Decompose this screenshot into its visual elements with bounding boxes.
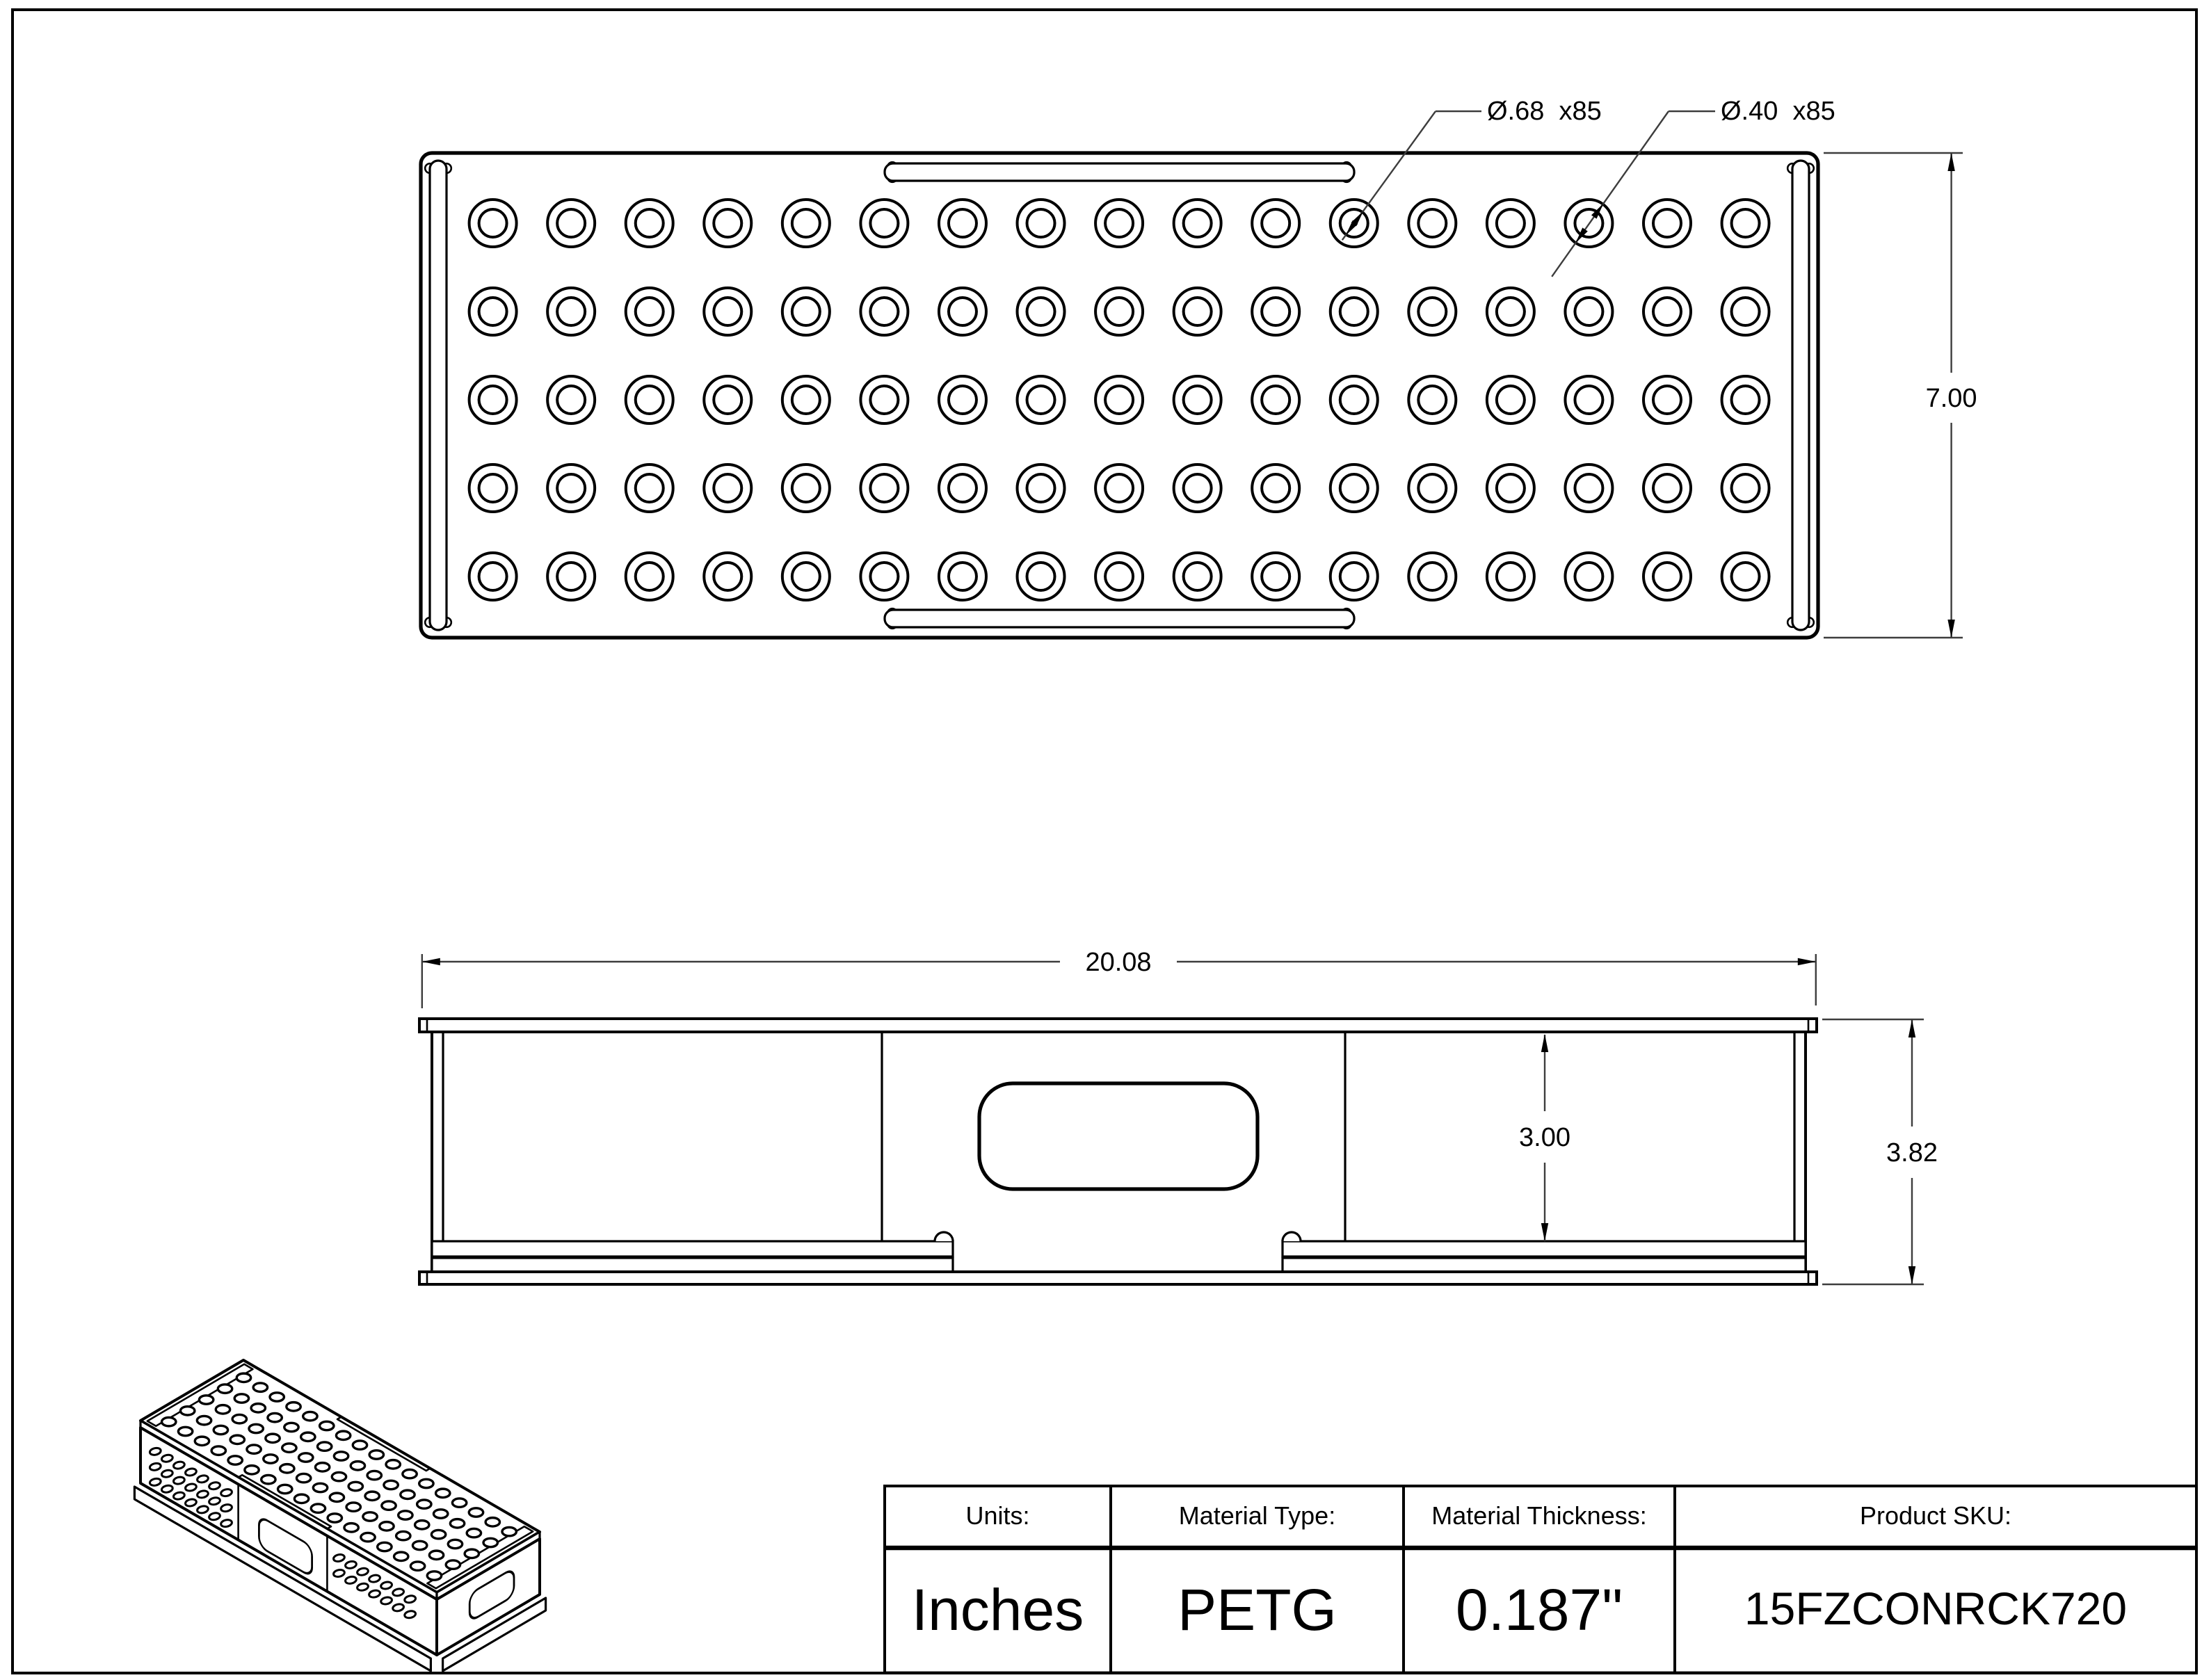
hole-through — [1340, 563, 1368, 590]
hole-through — [714, 563, 741, 590]
iso-hole — [363, 1512, 377, 1521]
iso-hole — [311, 1504, 325, 1512]
hole-through — [1732, 298, 1760, 325]
iso-hole — [378, 1542, 392, 1551]
iso-hole — [247, 1445, 261, 1453]
hole-through — [636, 386, 664, 414]
top-view — [421, 97, 1977, 638]
iso-hole — [232, 1414, 246, 1423]
bottom-tab-slot — [885, 608, 1354, 629]
iso-hole — [268, 1413, 282, 1421]
iso-hole — [197, 1416, 211, 1424]
hole-through — [949, 386, 977, 414]
iso-hole — [417, 1500, 431, 1508]
hole-through — [1732, 474, 1760, 502]
hole-through — [949, 474, 977, 502]
hole-through — [636, 563, 664, 590]
hole-through — [870, 209, 898, 237]
iso-hole — [450, 1519, 464, 1528]
iso-hole — [214, 1425, 227, 1434]
material-type-value: PETG — [1178, 1577, 1337, 1642]
hole-through — [1262, 386, 1289, 414]
iso-hole — [401, 1490, 415, 1499]
iso-hole — [396, 1531, 410, 1540]
hole-through — [636, 298, 664, 325]
hole-through — [1575, 386, 1602, 414]
iso-hole — [361, 1533, 375, 1541]
iso-hole — [320, 1421, 334, 1430]
hole-through — [1575, 474, 1602, 502]
hole-through — [1027, 474, 1055, 502]
hole-through — [949, 209, 977, 237]
iso-hole — [236, 1373, 250, 1382]
hole-through — [557, 298, 585, 325]
iso-hole — [245, 1466, 259, 1474]
iso-hole — [465, 1549, 479, 1558]
iso-hole — [211, 1446, 225, 1455]
hole-through — [1340, 474, 1368, 502]
hole-through — [1184, 474, 1212, 502]
iso-hole — [429, 1551, 443, 1559]
iso-hole — [448, 1540, 462, 1548]
top-flange — [419, 1019, 1817, 1032]
hole-through — [1418, 209, 1446, 237]
hole-through — [792, 563, 820, 590]
hole-through — [792, 209, 820, 237]
hole-through — [714, 386, 741, 414]
hole-through — [636, 209, 664, 237]
hole-through — [1418, 386, 1446, 414]
iso-hole — [351, 1462, 364, 1470]
hole-through — [557, 563, 585, 590]
hole-through — [1027, 298, 1055, 325]
hole-through — [1732, 563, 1760, 590]
hole-through — [1653, 474, 1681, 502]
iso-hole — [410, 1562, 424, 1570]
iso-hole — [365, 1492, 379, 1500]
hole-through — [1184, 298, 1212, 325]
iso-hole — [483, 1538, 497, 1546]
hole-through — [1027, 386, 1055, 414]
iso-hole — [303, 1412, 317, 1420]
hole-through — [1732, 386, 1760, 414]
hole-through — [636, 474, 664, 502]
iso-hole — [412, 1541, 426, 1549]
hole-through — [1497, 386, 1525, 414]
material-thickness-header: Material Thickness: — [1431, 1501, 1647, 1530]
hole-through — [1418, 563, 1446, 590]
top-tab-slot — [885, 162, 1354, 182]
iso-hole — [262, 1475, 275, 1483]
hole-through — [1184, 563, 1212, 590]
hole-through — [870, 386, 898, 414]
handle-cutout — [979, 1083, 1257, 1189]
iso-hole — [264, 1455, 278, 1463]
iso-hole — [253, 1383, 267, 1391]
iso-hole — [433, 1510, 447, 1518]
hole-through — [479, 386, 507, 414]
hole-through — [1184, 209, 1212, 237]
iso-hole — [485, 1518, 499, 1526]
hole-through — [1262, 298, 1289, 325]
hole-through — [949, 298, 977, 325]
hole-through — [557, 474, 585, 502]
iso-hole — [394, 1552, 408, 1560]
hole-through — [1105, 209, 1133, 237]
left-rail-slot — [425, 161, 451, 630]
iso-hole — [344, 1524, 358, 1532]
iso-hole — [353, 1441, 367, 1449]
iso-hole — [431, 1530, 445, 1538]
iso-hole — [301, 1432, 315, 1441]
iso-hole — [415, 1521, 429, 1529]
iso-hole — [403, 1469, 417, 1478]
hole-through — [1497, 298, 1525, 325]
iso-hole — [380, 1522, 394, 1530]
iso-hole — [334, 1452, 348, 1460]
hole-through — [1184, 386, 1212, 414]
iso-hole — [419, 1479, 433, 1487]
hole-through — [792, 298, 820, 325]
right-rail-notch — [1283, 1232, 1301, 1241]
iso-hole — [427, 1572, 441, 1580]
iso-hole — [299, 1453, 313, 1462]
iso-hole — [346, 1503, 360, 1511]
hole-through — [479, 474, 507, 502]
right-rail-slot — [1787, 161, 1814, 630]
hole-through — [1027, 209, 1055, 237]
iso-hole — [446, 1560, 460, 1569]
hole-through — [1340, 386, 1368, 414]
iso-hole — [452, 1499, 466, 1507]
iso-hole — [384, 1480, 398, 1489]
iso-hole — [332, 1472, 346, 1480]
hole-through — [792, 386, 820, 414]
hole-callout-text: Ø.40 x85 — [1721, 97, 1835, 126]
iso-hole — [216, 1405, 230, 1414]
iso-hole — [315, 1463, 329, 1471]
product-sku-value: 15FZCONRCK720 — [1744, 1583, 2128, 1634]
iso-hole — [178, 1427, 192, 1435]
iso-hole — [328, 1514, 341, 1522]
iso-hole — [234, 1394, 248, 1403]
iso-hole — [199, 1396, 213, 1404]
hole-through — [557, 386, 585, 414]
hole-through — [1575, 298, 1602, 325]
hole-through — [479, 209, 507, 237]
hole-through — [1262, 209, 1289, 237]
iso-hole — [336, 1431, 350, 1439]
hole-through — [714, 298, 741, 325]
iso-hole — [249, 1424, 263, 1432]
counterbore-callout-text: Ø.68 x85 — [1487, 97, 1602, 126]
hole-through — [1653, 563, 1681, 590]
hole-through — [714, 209, 741, 237]
material-type-header: Material Type: — [1178, 1501, 1336, 1530]
product-sku-header: Product SKU: — [1859, 1501, 2012, 1530]
depth-dimension-text: 7.00 — [1925, 384, 1977, 413]
iso-hole — [282, 1444, 296, 1452]
material-thickness-value: 0.187" — [1455, 1577, 1623, 1642]
left-rail-notch — [935, 1232, 953, 1241]
units-header: Units: — [965, 1501, 1030, 1530]
hole-through — [1575, 563, 1602, 590]
iso-hole — [230, 1435, 244, 1444]
hole-through — [557, 209, 585, 237]
iso-hole — [218, 1384, 232, 1393]
iso-hole — [313, 1483, 327, 1492]
iso-hole — [330, 1493, 344, 1501]
hole-through — [1262, 474, 1289, 502]
hole-through — [1027, 563, 1055, 590]
hole-through — [1105, 563, 1133, 590]
iso-hole — [162, 1417, 176, 1425]
bottom-flange — [419, 1272, 1817, 1284]
hole-through — [1653, 298, 1681, 325]
hole-through — [792, 474, 820, 502]
iso-hole — [296, 1473, 310, 1482]
hole-through — [1418, 298, 1446, 325]
iso-hole — [399, 1511, 412, 1519]
iso-hole — [251, 1404, 265, 1412]
iso-hole — [287, 1403, 300, 1411]
hole-through — [479, 563, 507, 590]
units-value: Inches — [911, 1577, 1084, 1642]
hole-through — [870, 474, 898, 502]
iso-hole — [382, 1501, 396, 1510]
hole-through — [1497, 209, 1525, 237]
hole-through — [1497, 563, 1525, 590]
iso-hole — [467, 1528, 481, 1537]
hole-through — [1105, 298, 1133, 325]
hole-through — [870, 563, 898, 590]
hole-through — [714, 474, 741, 502]
iso-hole — [502, 1527, 516, 1535]
iso-hole — [369, 1451, 383, 1459]
iso-hole — [294, 1494, 308, 1503]
iso-hole — [386, 1460, 400, 1469]
iso-hole — [280, 1464, 294, 1473]
iso-hole — [436, 1489, 450, 1497]
hole-through — [1105, 474, 1133, 502]
iso-hole — [270, 1393, 284, 1401]
iso-hole — [469, 1508, 483, 1517]
iso-hole — [348, 1482, 362, 1490]
iso-hole — [367, 1471, 381, 1479]
iso-hole — [266, 1434, 280, 1442]
iso-hole — [317, 1442, 331, 1451]
iso-hole — [284, 1423, 298, 1431]
hole-through — [1653, 209, 1681, 237]
iso-hole — [180, 1407, 194, 1415]
hole-through — [1105, 386, 1133, 414]
width-dimension-text: 20.08 — [1085, 948, 1152, 977]
inner-height-dimension-text: 3.00 — [1519, 1123, 1570, 1152]
iso-hole — [195, 1437, 209, 1445]
hole-through — [870, 298, 898, 325]
hole-through — [1653, 386, 1681, 414]
hole-through — [479, 298, 507, 325]
hole-through — [1497, 474, 1525, 502]
hole-through — [949, 563, 977, 590]
hole-through — [1340, 298, 1368, 325]
iso-hole — [228, 1456, 242, 1464]
hole-through — [1262, 563, 1289, 590]
total-height-dimension-text: 3.82 — [1886, 1138, 1938, 1168]
hole-through — [1732, 209, 1760, 237]
iso-hole — [278, 1485, 292, 1493]
hole-through — [1418, 474, 1446, 502]
